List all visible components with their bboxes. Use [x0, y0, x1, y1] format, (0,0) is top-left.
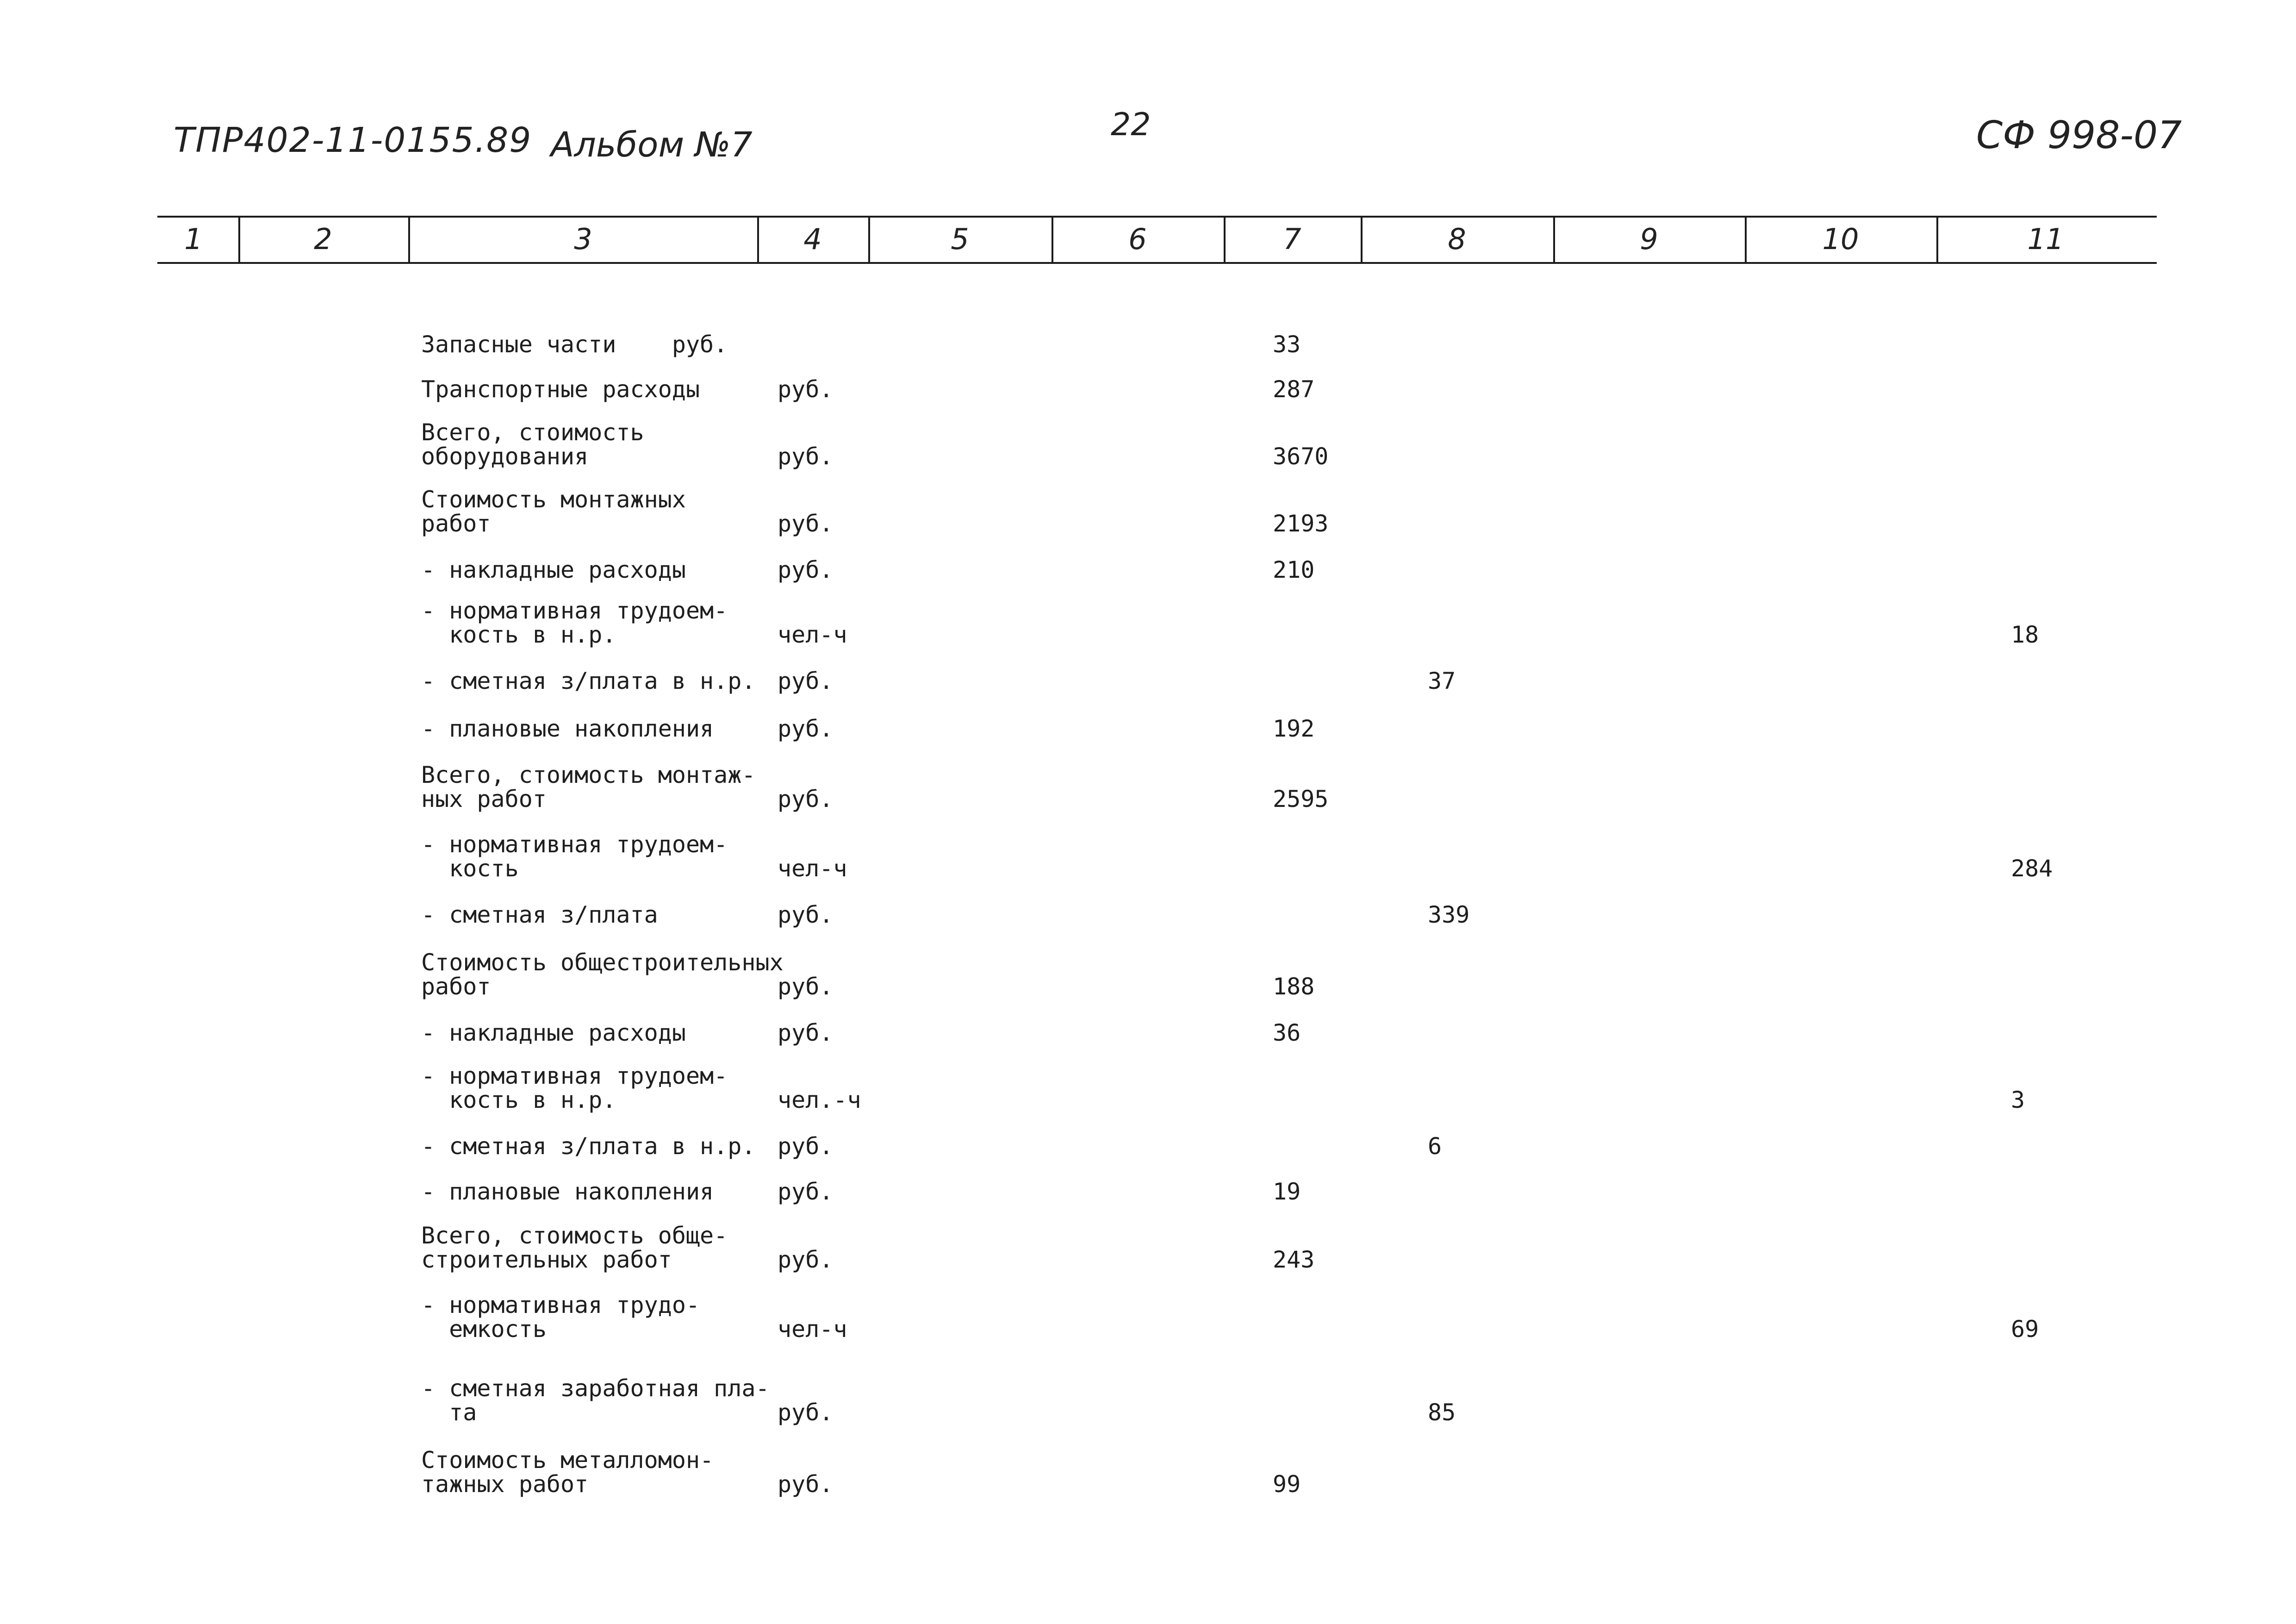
column-7-value: 210 — [1273, 556, 1315, 583]
row-unit: чел-ч — [778, 1316, 847, 1343]
page-number: 22 — [1111, 106, 1151, 143]
column-number: 1 — [184, 222, 203, 256]
column-7-value: 2193 — [1273, 510, 1329, 537]
row-unit: руб. — [778, 376, 834, 403]
column-7-value: 2595 — [1273, 786, 1329, 812]
row-unit: руб. — [778, 1019, 834, 1046]
column-divider — [1553, 217, 1555, 263]
column-divider — [238, 217, 240, 263]
column-number: 10 — [1822, 222, 1859, 256]
column-8-value: 339 — [1428, 901, 1470, 928]
row-unit: руб. — [778, 1178, 834, 1205]
row-label: - сметная з/плата в н.р. — [421, 1133, 756, 1160]
column-divider — [757, 217, 759, 263]
row-label: Всего, стоимость оборудования — [421, 419, 644, 470]
row-unit: руб. — [778, 973, 834, 1000]
row-unit: руб. — [778, 1471, 834, 1498]
column-divider — [1361, 217, 1363, 263]
column-7-value: 3670 — [1273, 443, 1329, 470]
column-number: 3 — [574, 222, 592, 256]
document-code: ТПР402-11-0155.89 — [174, 120, 532, 160]
row-unit: чел-ч — [778, 621, 847, 648]
row-label: Всего, стоимость обще- строительных работ — [421, 1222, 728, 1273]
row-label: - сметная заработная пла- та — [421, 1375, 770, 1426]
column-8-value: 37 — [1428, 668, 1456, 694]
column-8-value: 6 — [1428, 1133, 1442, 1160]
column-7-value: 33 — [1273, 331, 1301, 358]
row-unit: руб. — [778, 556, 834, 583]
column-divider — [868, 217, 870, 263]
row-label: - нормативная трудоем- кость — [421, 831, 728, 882]
column-11-value: 18 — [2011, 621, 2039, 648]
row-label: Стоимость монтажных работ — [421, 486, 686, 537]
row-label: Стоимость металломон- тажных работ — [421, 1447, 714, 1498]
column-7-value: 192 — [1273, 715, 1315, 742]
row-unit: руб. — [778, 715, 834, 742]
header-top-rule — [157, 216, 2157, 218]
column-divider — [1224, 217, 1226, 263]
column-7-value: 19 — [1273, 1178, 1301, 1205]
column-11-value: 3 — [2011, 1087, 2025, 1113]
row-unit: руб. — [778, 1246, 834, 1273]
row-unit: руб. — [778, 668, 834, 694]
column-number: 8 — [1448, 222, 1466, 256]
column-7-value: 287 — [1273, 376, 1315, 403]
row-label: Стоимость общестроительных работ — [421, 949, 784, 1000]
row-unit: руб. — [778, 786, 834, 812]
column-number: 11 — [2027, 222, 2064, 256]
column-divider — [408, 217, 410, 263]
row-label: - нормативная трудоем- кость в н.р. — [421, 597, 728, 648]
column-divider — [1052, 217, 1053, 263]
column-number: 5 — [951, 222, 969, 256]
column-number: 6 — [1128, 222, 1147, 256]
row-label: - накладные расходы — [421, 1019, 686, 1046]
row-unit: чел.-ч — [778, 1087, 861, 1113]
row-label: - плановые накопления — [421, 715, 714, 742]
column-number: 2 — [314, 222, 332, 256]
row-label: Запасные части руб. — [421, 331, 728, 358]
album-number: Альбом №7 — [551, 125, 753, 165]
row-unit: руб. — [778, 510, 834, 537]
column-11-value: 69 — [2011, 1316, 2039, 1343]
row-label: - нормативная трудоем- кость в н.р. — [421, 1062, 728, 1113]
column-number: 7 — [1283, 222, 1301, 256]
column-7-value: 243 — [1273, 1246, 1315, 1273]
row-unit: руб. — [778, 443, 834, 470]
row-unit: руб. — [778, 1133, 834, 1160]
column-7-value: 188 — [1273, 973, 1315, 1000]
column-8-value: 85 — [1428, 1399, 1456, 1426]
column-divider — [1745, 217, 1747, 263]
column-11-value: 284 — [2011, 855, 2053, 882]
row-label: - накладные расходы — [421, 556, 686, 583]
column-divider — [1936, 217, 1938, 263]
column-7-value: 36 — [1273, 1019, 1301, 1046]
column-number: 9 — [1640, 222, 1658, 256]
header-bottom-rule — [157, 262, 2157, 264]
row-unit: чел-ч — [778, 855, 847, 882]
row-label: - плановые накопления — [421, 1178, 714, 1205]
row-label: - сметная з/плата — [421, 901, 658, 928]
row-unit: руб. — [778, 1399, 834, 1426]
row-label: - нормативная трудо- емкость — [421, 1292, 700, 1343]
row-label: Транспортные расходы — [421, 376, 700, 403]
column-7-value: 99 — [1273, 1471, 1301, 1498]
document-stamp: СФ 998-07 — [1976, 113, 2182, 157]
row-label: - сметная з/плата в н.р. — [421, 668, 756, 694]
column-number: 4 — [803, 222, 822, 256]
row-unit: руб. — [778, 901, 834, 928]
row-label: Всего, стоимость монтаж- ных работ — [421, 762, 756, 812]
